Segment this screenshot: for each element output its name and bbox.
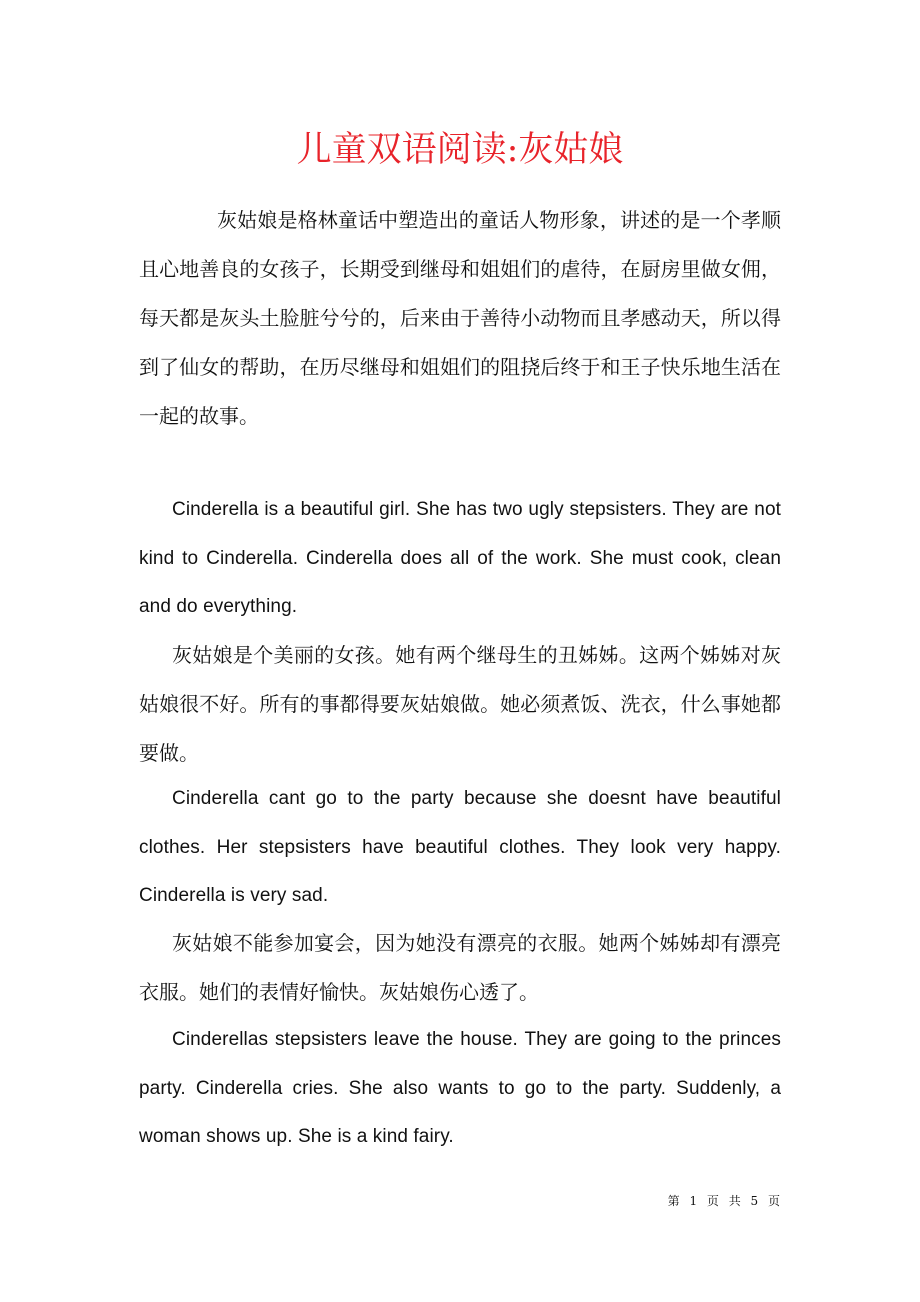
english-paragraph-1: Cinderella is a beautiful girl. She has two ugly stepsisters. They are not kind to Cinderella. Cinderella does all of the work. She must cook, clean and do everything. bbox=[139, 499, 781, 617]
chinese-paragraph-2: 灰姑娘不能参加宴会，因为她没有漂亮的衣服。她两个姊姊却有漂亮衣服。她们的表情好愉快。灰姑娘伤心透了。 bbox=[139, 931, 781, 1004]
chinese-paragraph-1: 灰姑娘是个美丽的女孩。她有两个继母生的丑姊姊。这两个姊姊对灰姑娘很不好。所有的事都得要灰姑娘做。她必须煮饭、洗衣，什么事她都要做。 bbox=[139, 643, 781, 765]
intro-paragraph: 灰姑娘是格林童话中塑造出的童话人物形象，讲述的是一个孝顺且心地善良的女孩子，长期受到继母和姐姐们的虐待，在厨房里做女佣，每天都是灰头土脸脏兮兮的，后来由于善待小动物而且孝感动天，所以得到了仙女的帮助，在历尽继母和姐姐们的阻挠后终于和王子快乐地生活在一起的故事。 bbox=[139, 208, 781, 428]
english-paragraph-2: Cinderella cant go to the party because she doesnt have beautiful clothes. Her stepsisters have beautiful clothes. They look very happy. Cinderella is very sad. bbox=[139, 788, 781, 906]
english-paragraph-3: Cinderellas stepsisters leave the house. They are going to the princes party. Cinderella cries. She also wants to go to the party. Suddenly, a woman shows up. She is a kind fairy. bbox=[139, 1029, 781, 1147]
page-number-footer: 第 1 页 共 5 页 bbox=[667, 1194, 781, 1208]
document-title: 儿童双语阅读:灰姑娘 bbox=[296, 130, 624, 170]
